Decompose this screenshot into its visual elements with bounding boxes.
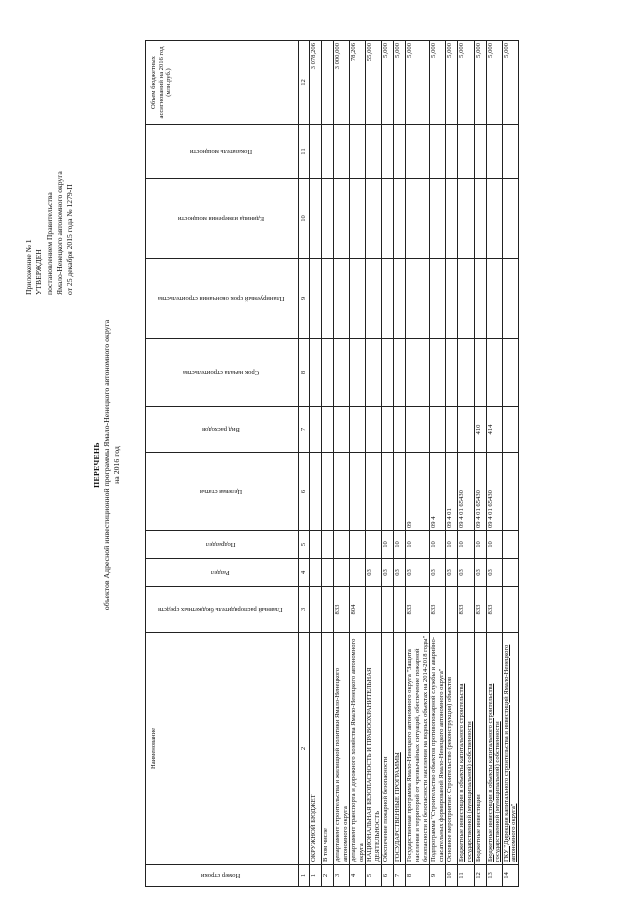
row-razdel: 03: [366, 559, 382, 587]
row-razdel: [322, 559, 334, 587]
approval-block: [24, 45, 76, 295]
row-power: [394, 125, 406, 179]
row-podrazdel: [322, 531, 334, 559]
row-razdel: 03: [474, 559, 486, 587]
row-number: 11: [458, 865, 474, 887]
row-target-article: [310, 453, 322, 531]
row-podrazdel: [502, 531, 518, 559]
row-grbs: [366, 587, 382, 633]
row-amount: [322, 41, 334, 125]
row-name: департамент строительства и жилищной политики Ямало-Ненецкого автономного округа: [334, 633, 350, 865]
row-amount: 5,000: [458, 41, 474, 125]
table-row: [486, 41, 502, 887]
row-expense-type: [334, 407, 350, 453]
row-number: 1: [310, 865, 322, 887]
col-header: Раздел: [146, 559, 299, 587]
column-number: 3: [299, 587, 310, 633]
row-target-article: 09 4 01 65430: [486, 453, 502, 531]
row-number: 6: [382, 865, 394, 887]
row-end: [502, 259, 518, 339]
row-start: [502, 339, 518, 407]
row-target-article: [394, 453, 406, 531]
row-power: [382, 125, 394, 179]
row-grbs: 833: [406, 587, 430, 633]
header-row: [146, 41, 299, 887]
row-expense-type: [406, 407, 430, 453]
col-header: Единица измерения мощности: [146, 179, 299, 259]
row-grbs: [310, 587, 322, 633]
row-start: [394, 339, 406, 407]
col-header: Планируемый срок окончания строительства: [146, 259, 299, 339]
row-number: 12: [474, 865, 486, 887]
column-number: 2: [299, 633, 310, 865]
row-end: [458, 259, 474, 339]
column-number: 1: [299, 865, 310, 887]
row-amount: 5,000: [486, 41, 502, 125]
column-number: 8: [299, 339, 310, 407]
row-start: [322, 339, 334, 407]
row-amount: 78,206: [350, 41, 366, 125]
title-main: ПЕРЕЧЕНЬ: [92, 442, 101, 488]
table-row: [310, 41, 322, 887]
approval-line: Ямало-Ненецкого автономного округа: [54, 171, 64, 295]
row-razdel: 03: [430, 559, 446, 587]
row-power: [502, 125, 518, 179]
row-expense-type: [458, 407, 474, 453]
row-unit: [446, 179, 458, 259]
col-header: Срок начала строительства: [146, 339, 299, 407]
table-body: [310, 41, 519, 887]
row-grbs: 833: [474, 587, 486, 633]
row-razdel: 03: [394, 559, 406, 587]
row-start: [458, 339, 474, 407]
row-number: 2: [322, 865, 334, 887]
column-number: 6: [299, 453, 310, 531]
row-expense-type: 410: [474, 407, 486, 453]
row-podrazdel: 10: [394, 531, 406, 559]
column-number: 7: [299, 407, 310, 453]
row-podrazdel: 10: [430, 531, 446, 559]
row-grbs: [382, 587, 394, 633]
row-expense-type: [350, 407, 366, 453]
row-start: [334, 339, 350, 407]
row-start: [474, 339, 486, 407]
col-header: Наименование: [146, 633, 299, 865]
row-name: ГОСУДАРСТВЕННЫЕ ПРОГРАММЫ: [394, 633, 406, 865]
table-row: [458, 41, 474, 887]
row-number: 3: [334, 865, 350, 887]
row-grbs: [446, 587, 458, 633]
row-expense-type: [310, 407, 322, 453]
row-end: [446, 259, 458, 339]
table-row: [502, 41, 518, 887]
row-start: [366, 339, 382, 407]
column-number-row: [299, 41, 310, 887]
row-razdel: 03: [406, 559, 430, 587]
row-podrazdel: 10: [486, 531, 502, 559]
row-expense-type: [394, 407, 406, 453]
row-unit: [458, 179, 474, 259]
row-expense-type: [322, 407, 334, 453]
row-podrazdel: [350, 531, 366, 559]
row-end: [406, 259, 430, 339]
row-end: [430, 259, 446, 339]
row-razdel: [502, 559, 518, 587]
row-start: [446, 339, 458, 407]
row-end: [474, 259, 486, 339]
row-number: 7: [394, 865, 406, 887]
row-start: [382, 339, 394, 407]
row-amount: 3 000,000: [334, 41, 350, 125]
row-name: Бюджетные инвестиции в объекты капитального строительства государственной (муниципальной) собственности: [458, 633, 474, 865]
row-end: [334, 259, 350, 339]
row-target-article: [502, 453, 518, 531]
investment-table: [145, 40, 519, 887]
table-row: [322, 41, 334, 887]
row-unit: [502, 179, 518, 259]
row-end: [322, 259, 334, 339]
row-name: НАЦИОНАЛЬНАЯ БЕЗОПАСНОСТЬ И ПРАВООХРАНИТЕЛЬНАЯ ДЕЯТЕЛЬНОСТЬ: [366, 633, 382, 865]
column-number: 12: [299, 41, 310, 125]
col-header: Объем бюджетных ассигнований на 2016 год (млн.руб.): [146, 41, 299, 125]
row-power: [458, 125, 474, 179]
row-target-article: [366, 453, 382, 531]
row-power: [406, 125, 430, 179]
row-expense-type: [382, 407, 394, 453]
row-target-article: [382, 453, 394, 531]
row-amount: 55,000: [366, 41, 382, 125]
row-podrazdel: [310, 531, 322, 559]
col-header: Главный распорядитель бюджетных средств: [146, 587, 299, 633]
row-razdel: 03: [486, 559, 502, 587]
row-name: Основное мероприятие: Строительство (реконструкция) объектов: [446, 633, 458, 865]
table-row: [474, 41, 486, 887]
row-number: 13: [486, 865, 502, 887]
row-name: департамент транспорта и дорожного хозяйства Ямало-Ненецкого автономного округа: [350, 633, 366, 865]
row-target-article: 09 4 01: [446, 453, 458, 531]
row-grbs: 804: [350, 587, 366, 633]
title-line: объектов Адресной инвестиционной программы Ямало-Ненецкого автономного округа: [102, 319, 112, 611]
row-unit: [486, 179, 502, 259]
row-amount: 5,000: [502, 41, 518, 125]
row-name: Бюджетные инвестиции в объекты капитального строительства государственной (муниципальной) собственности: [486, 633, 502, 865]
row-target-article: 09 4 01 65430: [474, 453, 486, 531]
row-razdel: [334, 559, 350, 587]
row-amount: 5,000: [394, 41, 406, 125]
column-number: 10: [299, 179, 310, 259]
row-end: [486, 259, 502, 339]
row-grbs: [322, 587, 334, 633]
row-name: Подпрограмма "Строительство объектов противопожарной службы и аварийно-спасательных формирований Ямало-Ненецкого автономного округа": [430, 633, 446, 865]
row-target-article: [334, 453, 350, 531]
row-razdel: [310, 559, 322, 587]
row-amount: 3 078,206: [310, 41, 322, 125]
row-number: 14: [502, 865, 518, 887]
col-header: Показатель мощности: [146, 125, 299, 179]
row-unit: [334, 179, 350, 259]
col-header: Вид расходов: [146, 407, 299, 453]
row-unit: [366, 179, 382, 259]
row-start: [430, 339, 446, 407]
table-row: [446, 41, 458, 887]
row-amount: 5,000: [446, 41, 458, 125]
table-row: [334, 41, 350, 887]
row-razdel: 03: [446, 559, 458, 587]
row-name: ОКРУЖНОЙ БЮДЖЕТ: [310, 633, 322, 865]
row-podrazdel: [366, 531, 382, 559]
row-start: [486, 339, 502, 407]
row-power: [334, 125, 350, 179]
row-name: Обеспечение пожарной безопасности: [382, 633, 394, 865]
row-amount: 5,000: [382, 41, 394, 125]
document-title: [92, 165, 122, 765]
row-unit: [430, 179, 446, 259]
table-row: [366, 41, 382, 887]
row-unit: [322, 179, 334, 259]
row-unit: [394, 179, 406, 259]
row-target-article: 09 4 01 65430: [458, 453, 474, 531]
row-target-article: [350, 453, 366, 531]
col-header: Целевая статья: [146, 453, 299, 531]
row-power: [366, 125, 382, 179]
row-end: [310, 259, 322, 339]
row-amount: 5,000: [406, 41, 430, 125]
row-expense-type: [366, 407, 382, 453]
row-grbs: 833: [430, 587, 446, 633]
row-power: [310, 125, 322, 179]
row-start: [350, 339, 366, 407]
column-number: 9: [299, 259, 310, 339]
row-number: 8: [406, 865, 430, 887]
row-power: [430, 125, 446, 179]
row-razdel: 03: [458, 559, 474, 587]
row-number: 5: [366, 865, 382, 887]
row-grbs: 833: [334, 587, 350, 633]
row-name: Бюджетные инвестиции: [474, 633, 486, 865]
row-power: [486, 125, 502, 179]
row-power: [322, 125, 334, 179]
row-podrazdel: 10: [406, 531, 430, 559]
row-expense-type: [430, 407, 446, 453]
row-grbs: 833: [486, 587, 502, 633]
row-power: [350, 125, 366, 179]
row-unit: [350, 179, 366, 259]
row-expense-type: 414: [486, 407, 502, 453]
table-row: [406, 41, 430, 887]
row-number: 9: [430, 865, 446, 887]
row-start: [406, 339, 430, 407]
title-line: на 2016 год: [112, 446, 122, 484]
row-target-article: 09 4: [430, 453, 446, 531]
col-header: Подраздел: [146, 531, 299, 559]
approval-line: от 25 декабря 2015 года № 1279-П: [65, 184, 75, 295]
row-number: 10: [446, 865, 458, 887]
row-expense-type: [502, 407, 518, 453]
rotated-page: [0, 25, 640, 905]
row-end: [394, 259, 406, 339]
column-number: 4: [299, 559, 310, 587]
row-target-article: 09: [406, 453, 430, 531]
row-grbs: [394, 587, 406, 633]
row-name: Государственная программа Ямало-Ненецкого автономного округа "Защита населения и территорий от чрезвычайных ситуаций, обеспечение пожарной безопасности и безопасности населения на водных объектах на 2014-2018 годы": [406, 633, 430, 865]
row-podrazdel: [334, 531, 350, 559]
row-power: [474, 125, 486, 179]
approval-line: Приложение № 1: [24, 239, 33, 295]
row-amount: 5,000: [474, 41, 486, 125]
row-end: [382, 259, 394, 339]
table-row: [382, 41, 394, 887]
table-row: [350, 41, 366, 887]
row-power: [446, 125, 458, 179]
column-number: 5: [299, 531, 310, 559]
approval-line: постановлением Правительства: [44, 192, 54, 295]
approval-line: УТВЕРЖДЕН: [34, 249, 44, 295]
table-row: [394, 41, 406, 887]
row-grbs: [502, 587, 518, 633]
row-unit: [406, 179, 430, 259]
row-name: ГКУ "Дирекция капитального строительства и инвестиций Ямало-Ненецкого автономного округа": [502, 633, 518, 865]
row-unit: [310, 179, 322, 259]
col-header: Номер строки: [146, 865, 299, 887]
row-podrazdel: 10: [458, 531, 474, 559]
row-unit: [382, 179, 394, 259]
row-razdel: 03: [382, 559, 394, 587]
row-grbs: 833: [458, 587, 474, 633]
row-podrazdel: 10: [382, 531, 394, 559]
row-start: [310, 339, 322, 407]
row-number: 4: [350, 865, 366, 887]
row-podrazdel: 10: [474, 531, 486, 559]
row-end: [366, 259, 382, 339]
row-expense-type: [446, 407, 458, 453]
row-amount: 5,000: [430, 41, 446, 125]
row-unit: [474, 179, 486, 259]
row-end: [350, 259, 366, 339]
row-podrazdel: 10: [446, 531, 458, 559]
table-row: [430, 41, 446, 887]
row-target-article: [322, 453, 334, 531]
column-number: 11: [299, 125, 310, 179]
row-name: В том числе: [322, 633, 334, 865]
row-razdel: [350, 559, 366, 587]
